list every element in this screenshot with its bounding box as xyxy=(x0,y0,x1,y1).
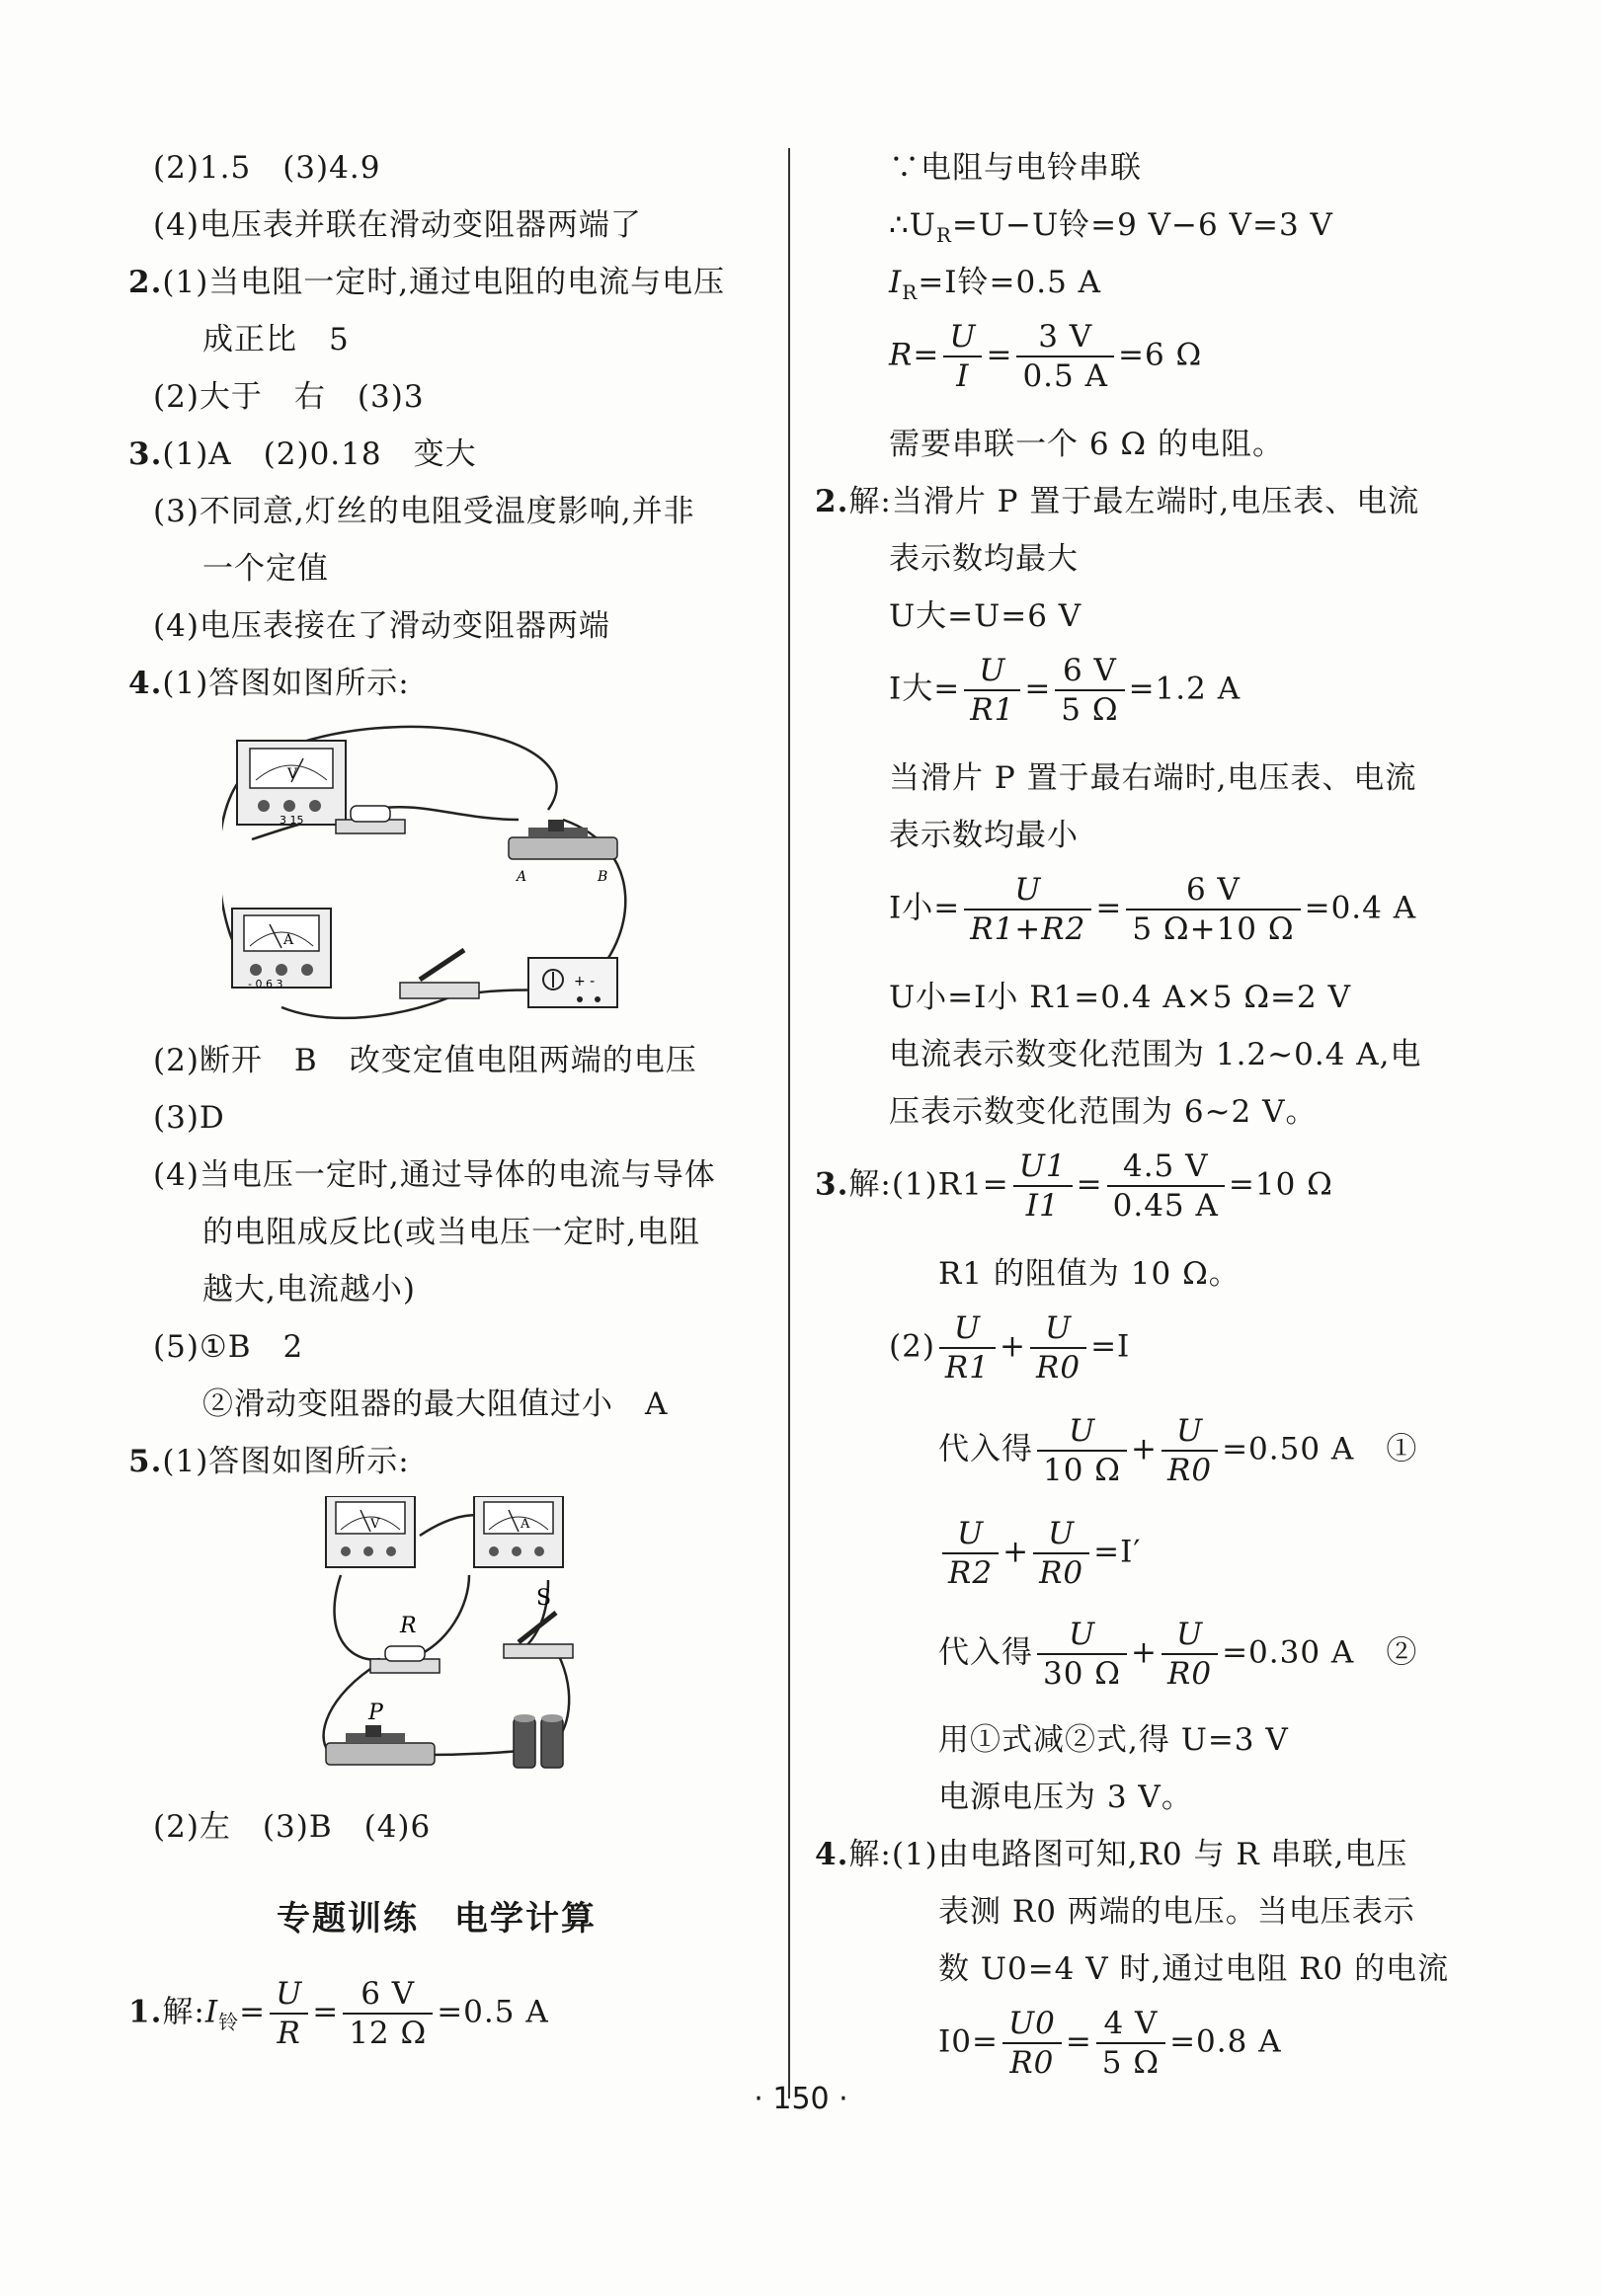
question-number: 2.(1)当电阻一定时,通过电阻的电流与电压 xyxy=(128,265,726,300)
answer-line: 成正比 5 xyxy=(202,322,350,357)
resistor-icon xyxy=(370,1614,440,1673)
ammeter-scale: - 0.6 3 xyxy=(248,978,283,990)
answer-line: ②滑动变阻器的最大阻值过小 A xyxy=(202,1386,669,1422)
answer-line: 越大,电流越小) xyxy=(202,1272,416,1307)
calc-line: 当滑片 P 置于最右端时,电压表、电流 xyxy=(889,760,1417,796)
answer-line: 的电阻成反比(或当电压一定时,电阻 xyxy=(202,1215,700,1250)
section-heading: 专题训练 电学计算 xyxy=(277,1899,597,1939)
question-number: 3.解:(1)R1= $\frac{U1}{I1}$ = $\frac{4.5 V}{0.45 A}$ =10 Ω xyxy=(815,1148,1333,1224)
answer-line: (2)1.5 (3)4.9 xyxy=(153,150,381,186)
calc-line: R= $\frac{U}{I}$ = $\frac{3 V}{0.5 A}$ =6 Ω xyxy=(889,319,1203,394)
question-number: 4.(1)答图如图所示: xyxy=(128,666,410,701)
column-divider xyxy=(788,148,790,2098)
question-number: 4.解:(1)由电路图可知,R0 与 R 串联,电压 xyxy=(815,1837,1408,1872)
calc-line: $\frac{U}{R2}$ + $\frac{U}{R0}$ =I′ xyxy=(938,1515,1141,1592)
slider-label: P xyxy=(368,1701,383,1725)
answer-line: (4)电压表接在了滑动变阻器两端 xyxy=(153,608,610,644)
calc-line: 表测 R0 两端的电压。当电压表示 xyxy=(938,1894,1415,1930)
voltmeter-label: V xyxy=(370,1517,380,1532)
rheostat-b-label: B xyxy=(598,869,608,885)
resistor-label: R xyxy=(400,1614,417,1638)
calc-line: I大= $\frac{U}{R1}$ = $\frac{6 V}{5 \Omega}$ =1.2 A xyxy=(889,653,1242,728)
page-number: · 150 · xyxy=(754,2082,848,2116)
calc-line: 用①式减②式,得 U=3 V xyxy=(938,1722,1289,1758)
calc-line: I0= $\frac{U0}{R0}$ = $\frac{4 V}{5 \Omega}$ =0.8 A xyxy=(938,2006,1282,2081)
rheostat-a-label: A xyxy=(517,869,527,885)
answer-line: (3)D xyxy=(153,1100,225,1136)
switch-label: S xyxy=(536,1586,552,1611)
calc-line: $\therefore U_R=U-U$铃=9 V−6 V=3 V xyxy=(889,207,1333,248)
ammeter-label: A xyxy=(521,1517,530,1532)
voltmeter-scale: 3 15 xyxy=(280,814,304,827)
calc-line: 需要串联一个 6 Ω 的电阻。 xyxy=(889,427,1284,462)
calc-line: 数 U0=4 V 时,通过电阻 R0 的电流 xyxy=(938,1951,1450,1987)
calc-line: I小= $\frac{U}{R1+R2}$ = $\frac{6 V}{5 \Omega+10 \Omega}$ =0.4 A xyxy=(889,872,1417,947)
answer-line: 一个定值 xyxy=(202,551,329,587)
calc-line: 1.解$:I_铃=$ $\frac{U}{R}$ = $\frac{6 V}{12 \Omega}$ =0.5 A xyxy=(128,1976,549,2051)
question-number: 5.(1)答图如图所示: xyxy=(128,1444,410,1479)
power-supply-icon xyxy=(528,958,617,1007)
calc-line: (2) $\frac{U}{R1}$ + $\frac{U}{R0}$ =I xyxy=(889,1310,1131,1386)
calc-line: R1 的阻值为 10 Ω。 xyxy=(938,1256,1241,1292)
switch-icon xyxy=(504,1586,573,1658)
question-number: 3.(1)A (2)0.18 变大 xyxy=(128,436,477,472)
calc-line: ∵电阻与电铃串联 xyxy=(889,150,1142,186)
switch-icon xyxy=(400,950,479,998)
answer-line: (2)断开 B 改变定值电阻两端的电压 xyxy=(153,1043,697,1078)
calc-line: 电流表示数变化范围为 1.2~0.4 A,电 xyxy=(889,1037,1422,1072)
answer-line: (2)大于 右 (3)3 xyxy=(153,379,425,415)
question-number: 2.解:当滑片 P 置于最左端时,电压表、电流 xyxy=(815,484,1420,519)
calc-line: 表示数均最大 xyxy=(889,541,1079,577)
calc-line: U大=U=6 V xyxy=(889,598,1082,634)
voltmeter-icon xyxy=(326,1496,415,1567)
calc-line: 表示数均最小 xyxy=(889,818,1079,853)
rheostat-icon xyxy=(326,1701,435,1765)
circuit-figure-2 xyxy=(311,1496,588,1782)
answer-line: (2)左 (3)B (4)6 xyxy=(153,1809,432,1845)
calc-line: 代入得 $\frac{U}{30 \Omega}$ + $\frac{U}{R0}$ =0.30 A ② xyxy=(938,1617,1418,1692)
ammeter-icon xyxy=(474,1496,563,1567)
voltmeter-label: V xyxy=(287,766,298,782)
ammeter-icon xyxy=(232,909,331,990)
answer-line: (5)①B 2 xyxy=(153,1329,304,1365)
rheostat-icon xyxy=(509,820,617,885)
answer-line: (4)电压表并联在滑动变阻器两端了 xyxy=(153,207,642,243)
circuit-figure-1 xyxy=(222,721,647,1037)
calc-line: 压表示数变化范围为 6~2 V。 xyxy=(889,1094,1318,1130)
answer-line: (3)不同意,灯丝的电阻受温度影响,并非 xyxy=(153,494,695,529)
calc-line: $I_R=I$铃=0.5 A xyxy=(889,265,1102,305)
calc-line: 电源电压为 3 V。 xyxy=(938,1780,1193,1815)
calc-line: U小=I小 R1=0.4 A×5 Ω=2 V xyxy=(889,980,1351,1015)
svg-text:+ -: + - xyxy=(574,974,596,990)
voltmeter-icon xyxy=(237,741,346,827)
calc-line: 代入得 $\frac{U}{10 \Omega}$ + $\frac{U}{R0}$ =0.50 A ① xyxy=(938,1413,1418,1488)
battery-icon xyxy=(514,1714,563,1768)
answer-line: (4)当电压一定时,通过导体的电流与导体 xyxy=(153,1157,716,1193)
ammeter-label: A xyxy=(283,932,294,948)
